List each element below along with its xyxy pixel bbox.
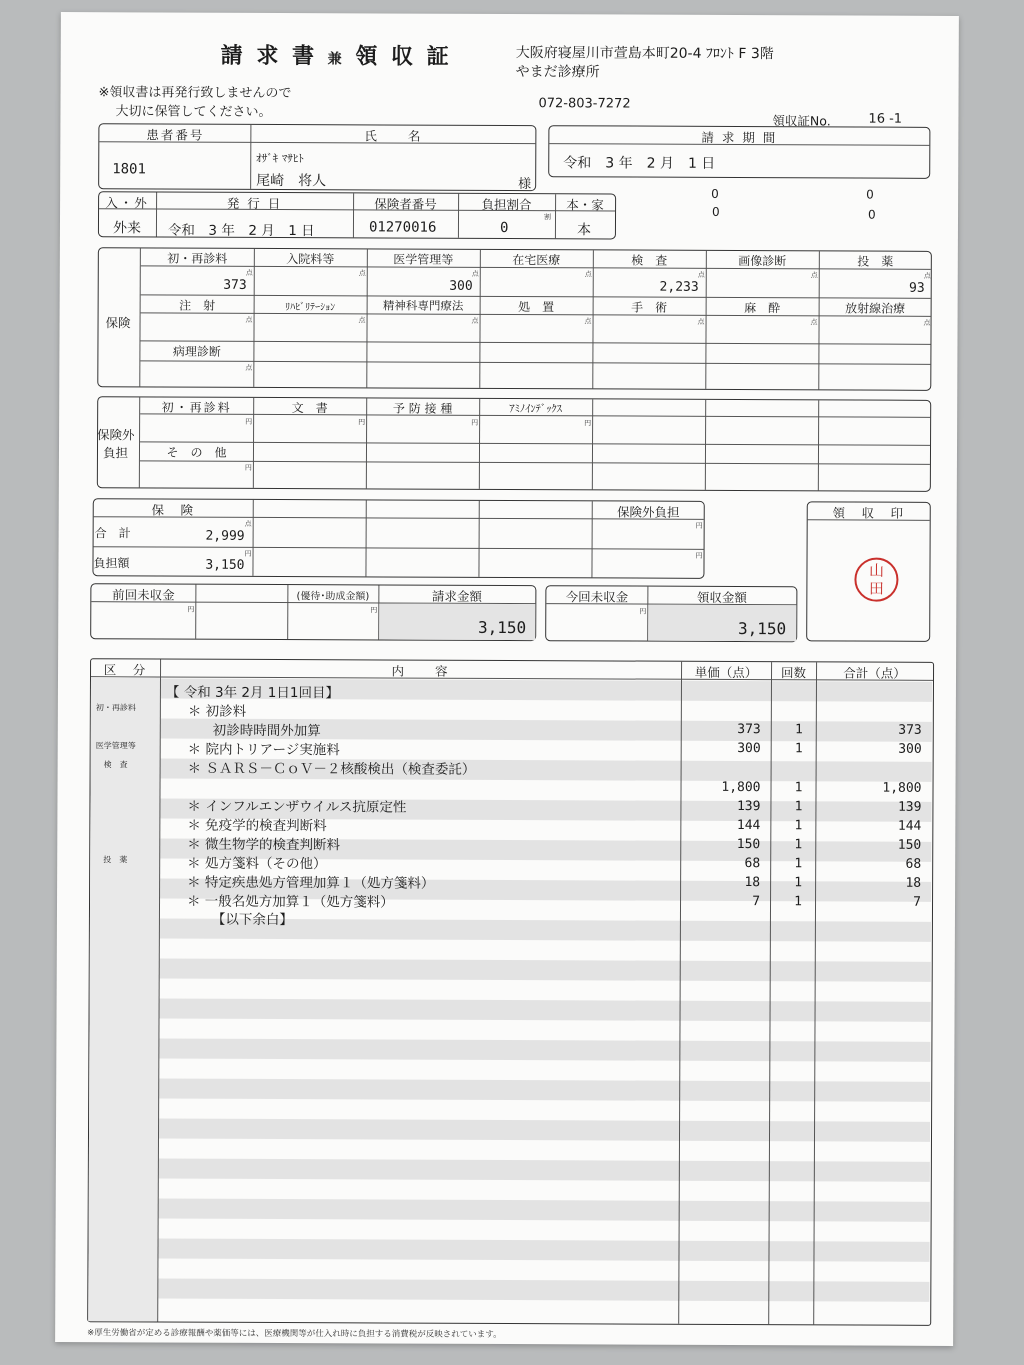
clinic-phone: 072-803-7272 [538,96,631,112]
detail-row-6-price: 139 [736,799,761,815]
noins-unit-1: 円 [245,417,253,426]
burden-ratio-label: 負担割合 [481,196,532,213]
detail-row-9-count: 1 [794,856,803,872]
burden-unit: 円 [244,549,252,558]
zero-b: 0 [712,204,720,219]
ins-unit-2: 点 [358,269,366,278]
detail-row-11-text: ＊ 一般名処方加算１（処方箋料） [186,893,394,911]
visit-type-label: 入・外 [105,195,149,211]
ins-unit2-1: 点 [245,315,253,324]
detail-row-3-price: 300 [737,741,761,757]
insurer-number: 01270016 [368,219,437,236]
invoice-amount-label: 請求金額 [431,588,482,604]
noins-total-unit2: 円 [695,551,703,560]
billing-period-label: 請 求 期 間 [701,129,778,146]
subsidy-label: (優待･助成金額) [296,591,370,603]
detail-row-11-total: 7 [913,894,922,910]
invoice-amount: 3,150 [478,617,527,638]
title-receipt: 領 収 証 [355,43,452,70]
current-unpaid-label: 今回未収金 [565,589,629,605]
detail-row-10-total: 18 [905,875,922,891]
noins-h1: 初・再診料 [161,400,232,415]
receipt-amount: 3,150 [738,619,787,639]
detail-row-5-total: 1,800 [882,780,922,796]
document-title [221,39,452,71]
detail-row-10-text: ＊ 特定疾患処方管理加算１（処方箋料） [187,874,435,892]
noins-h4: ｱﾐﾉｲﾝﾃﾞｯｸｽ [509,403,562,416]
ins-h3-1: 病理診断 [172,344,221,359]
receipt-paper [55,12,959,1346]
ins-unit-4: 点 [584,270,592,279]
ins-h2-7: 放射線治療 [845,301,906,316]
detail-header-unit-price: 単価（点） [694,664,758,681]
notice-line1: ※領収書は再発行致しませんので [98,85,292,102]
noins-unit-2: 円 [358,418,366,427]
visit-type: 外来 [112,220,141,237]
detail-row-11-count: 1 [794,894,803,910]
ins-h1-3: 医学管理等 [393,252,454,267]
detail-row-9-total: 68 [905,856,922,872]
seal-char-2: 田 [868,579,884,598]
detail-row-1-text: ＊ 初診料 [187,703,247,720]
detail-row-11-price: 7 [752,894,761,910]
category-touyaku: 投 薬 [103,855,128,865]
ins-unit2-3: 点 [471,316,479,325]
ins-h1-4: 在宅医療 [512,253,561,268]
zero-a: 0 [711,186,719,201]
billing-unit-1: 円 [187,605,195,614]
detail-row-3-text: ＊ 院内トリアージ実施料 [187,741,340,759]
ins-h2-6: 麻 酔 [744,301,781,316]
ins-unit2-7: 点 [923,318,931,327]
ins-unit3-1: 点 [245,363,253,372]
zero-d: 0 [867,207,876,222]
title-invoice: 請 求 書 [220,42,318,70]
patient-honorific: 様 [518,177,532,193]
ins-h2-2: ﾘﾊﾋﾞﾘﾃｰｼｮﾝ [285,302,336,314]
prev-unpaid-label: 前回未収金 [112,587,175,603]
noins-unit-3: 円 [471,418,479,427]
detail-row-6-count: 1 [794,799,803,815]
detail-row-10-price: 18 [744,875,761,891]
clinic-name: やまだ診療所 [515,64,600,81]
insurer-number-label: 保険者番号 [374,196,437,212]
detail-row-8-price: 150 [736,837,761,853]
category-shoshin: 初・再診料 [95,703,136,713]
detail-row-4-text: ＊ ＳＡＲＳ－ＣｏＶ－２核酸検出（検査委託） [187,760,476,778]
detail-row-9-price: 68 [744,856,761,872]
burden-amount: 3,150 [205,557,245,573]
zero-c: 0 [866,187,874,202]
detail-row-7-count: 1 [794,818,803,834]
ins-h1-7: 投 薬 [857,254,894,269]
honke-label: 本・家 [566,197,604,213]
receipt-number-label: 領収証No. [772,113,831,129]
patient-number: 1801 [112,161,146,178]
patient-name: 尾崎 将人 [256,172,327,190]
ins-v1-3: 300 [449,278,473,294]
ins-unit-1: 点 [245,268,253,277]
ins-h1-5: 検 査 [631,253,668,268]
burden-ratio: 0 [499,219,509,237]
ins-unit-5: 点 [697,270,705,279]
ins-v1-1: 373 [223,277,247,293]
ins-h2-4: 処 置 [518,300,555,315]
noins-h3: 予 防 接 種 [392,401,453,416]
detail-row-12-text: 【以下余白】 [211,911,293,929]
detail-row-2-count: 1 [794,722,803,738]
ins-unit2-4: 点 [584,317,592,326]
detail-header-content: 内 容 [391,663,450,679]
ins-v1-5: 2,233 [659,279,699,295]
stamp-label: 領 収 印 [832,505,906,521]
issue-date-label: 発 行 日 [226,195,283,212]
total-unit: 点 [244,519,252,528]
detail-header-category: 区 分 [103,662,148,678]
ins-h1-6: 画像診断 [738,254,787,269]
noins-total-unit1: 円 [695,521,703,530]
patient-name-label: 氏 名 [364,128,423,144]
totals-noninsurance-label: 保険外負担 [616,504,680,520]
detail-row-3-total: 300 [898,741,922,757]
billing-period-value: 令和 3 年 2 月 1 日 [563,155,716,172]
patient-kana: ｵｻﾞｷ ﾏｻﾋﾄ [256,151,304,166]
noninsurance-label1: 保険外 [97,427,135,443]
detail-row-10-count: 1 [794,875,803,891]
detail-row-5-count: 1 [794,780,803,796]
ins-unit-6: 点 [810,271,818,280]
honke-value: 本 [576,222,591,239]
noins-other-label: そ の 他 [166,445,227,460]
burden-label: 負担額 [93,556,130,571]
ins-unit-7: 点 [923,271,931,280]
ins-h2-3: 精神科専門療法 [382,298,464,313]
ins-unit-3: 点 [471,269,479,278]
detail-row-6-total: 139 [897,799,922,815]
detail-row-2-price: 373 [737,722,761,738]
receipt-number: 16 -1 [868,111,903,127]
receipt-amount-label: 領収金額 [696,589,747,606]
detail-row-7-text: ＊ 免疫学的検査判断料 [187,817,327,835]
totals-insurance-label: 保 険 [151,502,196,518]
insurance-section-label: 保険 [105,315,131,331]
ins-unit2-6: 点 [810,318,818,327]
detail-date-line: 【 令和 3年 2月 1日1回目】 [165,684,340,702]
title-kanji: 兼 [327,51,345,68]
patient-number-label: 患者番号 [146,127,205,143]
detail-header-total: 合計（点） [843,665,906,681]
ins-h2-5: 手 術 [631,300,668,315]
detail-row-2-text: 初診時時間外加算 [212,722,321,740]
billing-unit-2: 円 [370,606,378,615]
category-igaku: 医学管理等 [95,741,136,751]
noninsurance-label2: 負担 [102,445,129,461]
detail-row-2-total: 373 [898,722,922,738]
seal-char-1: 山 [868,561,885,580]
detail-header-count: 回数 [780,665,807,681]
detail-row-3-count: 1 [794,741,803,757]
detail-row-7-price: 144 [736,818,761,834]
clinic-address: 大阪府寝屋川市萱島本町20-4 ﾌﾛﾝﾄ F 3階 [515,45,774,63]
detail-row-8-text: ＊ 微生物学的検査判断料 [187,836,341,854]
ins-v1-7: 93 [909,280,925,296]
detail-row-8-count: 1 [794,837,803,853]
detail-row-8-total: 150 [897,837,922,853]
detail-row-5-price: 1,800 [721,779,761,796]
noins-unit-4: 円 [584,419,592,428]
billing-unit-4: 円 [639,607,647,616]
total-points: 2,999 [205,528,245,544]
notice-line2: 大切に保管してください。 [115,104,272,120]
issue-date: 令和 3 年 2 月 1 日 [167,222,315,240]
category-column-shade [88,677,160,1321]
ins-unit2-2: 点 [358,316,366,325]
ins-h2-1: 注 射 [179,298,216,313]
receipt-seal [854,558,898,602]
detail-row-6-text: ＊ インフルエンザウイルス抗原定性 [187,798,407,816]
total-label: 合 計 [94,526,131,541]
detail-row-7-total: 144 [897,818,922,834]
ratio-unit: 割 [543,213,552,222]
noins-unit-5: 円 [244,463,252,472]
footer-note: ※厚生労働省が定める診療報酬や薬価等には、医療機関等が仕入れ時に負担する消費税が反映されています。 [87,1328,502,1340]
ins-unit2-5: 点 [697,317,705,326]
detail-row-9-text: ＊ 処方箋料（その他） [187,855,327,873]
category-kensa: 検 査 [103,760,128,770]
ins-h1-1: 初・再診料 [167,251,228,266]
ins-h1-2: 入院料等 [286,252,335,267]
noins-h2: 文 書 [291,401,328,416]
